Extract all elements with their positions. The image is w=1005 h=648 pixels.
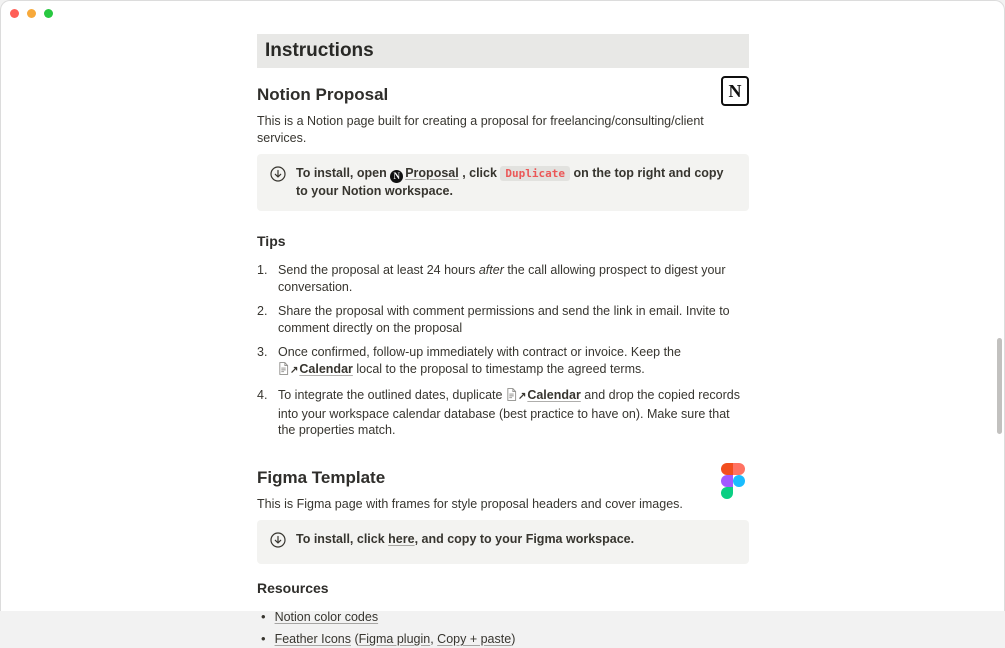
page-title: Instructions <box>265 40 374 61</box>
zoom-button[interactable] <box>44 9 53 18</box>
resources-heading: Resources <box>257 579 329 596</box>
notion-callout-text <box>296 165 733 200</box>
notion-icon: N <box>390 170 403 183</box>
close-button[interactable] <box>10 9 19 18</box>
download-circle-icon <box>270 532 286 553</box>
tips-list <box>257 262 749 439</box>
list-item-text: To integrate the outlined dates, duplicate ↗Calendar and drop the copied records into your workspace calendar database (best practice to have on). Make sure that the properties match. <box>278 388 740 437</box>
figma-here-link[interactable]: here <box>388 532 415 546</box>
minimize-button[interactable] <box>27 9 36 18</box>
feather-icons-link[interactable]: Feather Icons <box>274 632 351 646</box>
calendar-page-mention[interactable]: ↗Calendar <box>506 388 581 402</box>
figma-callout-text <box>296 531 733 548</box>
list-item-text: Feather Icons (Figma plugin, Copy + paste) <box>274 632 516 646</box>
notion-section-description: This is a Notion page built for creating a proposal for freelancing/consulting/client services. <box>257 114 704 145</box>
list-number: 2. <box>257 304 268 318</box>
notion-proposal-section <box>257 80 749 439</box>
callout-text-part: To install, open <box>296 166 391 180</box>
list-item-text: Send the proposal at least 24 hours after the call allowing prospect to digest your conversation. <box>278 263 726 294</box>
list-item-text <box>275 609 379 626</box>
list-item <box>257 262 749 295</box>
document-icon <box>278 362 290 376</box>
figma-template-section <box>257 467 749 648</box>
notion-logo-icon: N <box>721 76 749 106</box>
callout-text-part: To install, click <box>296 532 389 546</box>
notion-install-callout <box>257 154 749 211</box>
figma-install-callout <box>257 520 749 564</box>
list-item <box>257 344 749 379</box>
list-item-text: Once confirmed, follow-up immediately with contract or invoice. Keep the ↗Calendar local to the proposal to timestamp the agreed terms. <box>278 345 681 376</box>
resources-list <box>257 609 749 648</box>
list-number: 3. <box>257 345 268 359</box>
window-controls <box>10 9 53 18</box>
list-number: 1. <box>257 263 268 277</box>
scrollbar-thumb[interactable] <box>997 338 1002 434</box>
list-item <box>257 303 749 336</box>
notion-section-title: Notion Proposal <box>257 85 389 104</box>
tips-heading: Tips <box>257 233 286 249</box>
duplicate-code-chip: Duplicate <box>500 166 570 181</box>
list-item-text: Share the proposal with comment permissions and send the link in email. Invite to comment directly on the proposal <box>278 304 730 335</box>
list-number: 4. <box>257 388 268 402</box>
page-title-banner <box>257 34 749 68</box>
list-item <box>257 631 749 648</box>
figma-plugin-link[interactable]: Figma plugin <box>358 632 431 646</box>
open-page-arrow-icon: ↗ <box>290 364 299 376</box>
download-circle-icon <box>270 166 286 187</box>
open-page-arrow-icon: ↗ <box>517 391 527 402</box>
document-body <box>257 1 749 648</box>
callout-text-part: on the top right and copy to your Notion workspace. <box>296 166 724 198</box>
callout-text-part: , click <box>458 166 501 180</box>
calendar-page-mention[interactable]: ↗Calendar <box>278 362 353 376</box>
bullet-icon <box>257 609 266 626</box>
copy-paste-link[interactable]: Copy + paste <box>437 632 512 646</box>
bullet-icon <box>257 631 266 648</box>
document-icon <box>506 388 518 402</box>
notion-color-codes-link[interactable]: Notion color codes <box>274 609 379 624</box>
figma-logo-icon <box>721 463 745 499</box>
list-item <box>257 609 749 626</box>
figma-section-description: This is Figma page with frames for style proposal headers and cover images. <box>257 496 683 511</box>
proposal-page-link[interactable]: Proposal <box>405 166 459 180</box>
callout-text-part: , and copy to your Figma workspace. <box>414 532 635 546</box>
list-item <box>257 387 749 439</box>
figma-section-title: Figma Template <box>257 467 386 487</box>
